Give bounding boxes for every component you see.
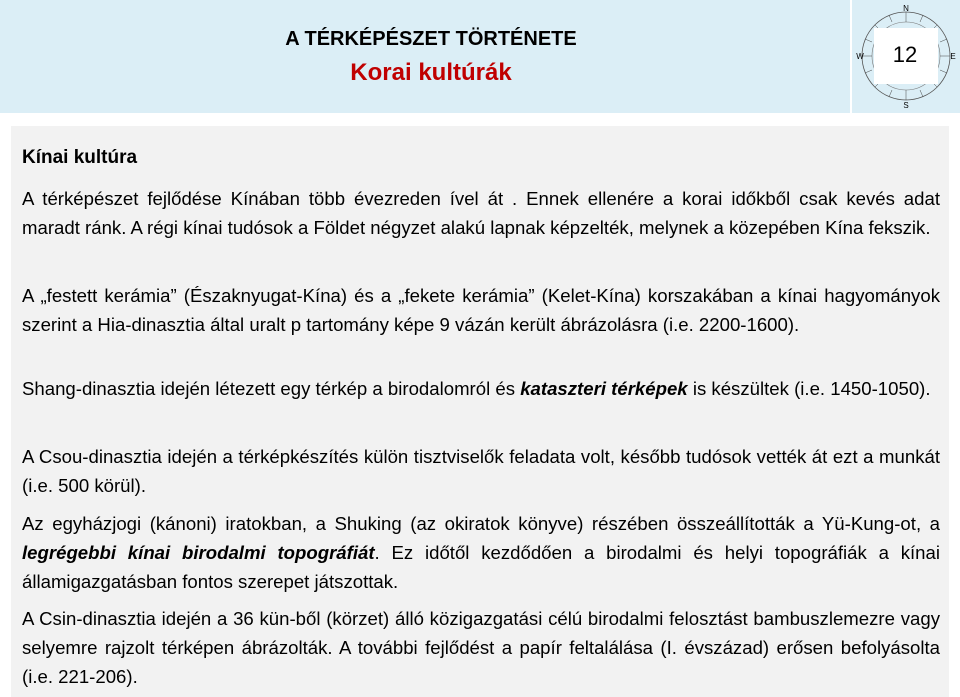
page-subtitle: Korai kultúrák — [350, 59, 512, 86]
header-banner — [0, 0, 850, 113]
paragraph-shuking-emphasis: legrégebbi kínai birodalmi topográfiát — [22, 542, 375, 563]
paragraph-ceramics: A „festett kerámia” (Északnyugat-Kína) és a „fekete kerámia” (Kelet-Kína) korszakában a kínai hagyományok szerint a Hia-dinasztia által uralt p tartomány képe 9 vázán került ábrázolásra (i.e. 2200-1600). — [22, 285, 940, 335]
compass-s: S — [903, 101, 909, 110]
paragraph-shang-text-2: is készültek (i.e. 1450-1050). — [687, 378, 931, 399]
compass-n: N — [903, 4, 909, 13]
paragraph-shang-text-1: Shang-dinasztia idején létezett egy térkép a birodalomról és — [22, 378, 521, 399]
paragraph-intro: A térképészet fejlődése Kínában több évezreden ível át . Ennek ellenére a korai időkből csak kevés adat maradt ránk. A régi kínai tudósok a Földet négyzet alakú lapnak képzelték, melynek a közepében Kína fekszik. — [22, 188, 940, 238]
page-title: A TÉRKÉPÉSZET TÖRTÉNETE — [285, 28, 577, 50]
paragraph-shuking-text-1: Az egyházjogi (kánoni) iratokban, a Shuking (az okiratok könyve) részében összeállították a Yü-Kung-ot, a — [22, 513, 940, 534]
paragraph-csou: A Csou-dinasztia idején a térképkészítés külön tisztviselők feladata volt, később tudósok vették át ezt a munkát (i.e. 500 körül). — [22, 446, 940, 496]
paragraph-shang-emphasis: kataszteri térképek — [520, 378, 688, 399]
compass-e: E — [950, 52, 956, 61]
page-number: 12 — [892, 42, 918, 67]
paragraph-csin: A Csin-dinasztia idején a 36 kün-ből (körzet) álló közigazgatási célú birodalmi felosztást bambuszlemezre vagy selyemre rajzolt térképen ábrázolták. A további fejlődést a papír feltalálása (I. évszázad) erősen befolyásolta (i.e. 221-206). — [22, 608, 940, 687]
paragraph-shang — [22, 374, 940, 403]
compass-w: W — [856, 52, 864, 61]
paragraph-shuking — [22, 509, 940, 596]
section-title: Kínai kultúra — [22, 147, 138, 168]
paragraph-shuking-text-2: . Ez időtől kezdődően a birodalmi és helyi topográfiák a kínai államigazgatásban fontos szerepet játszottak. — [22, 542, 940, 592]
